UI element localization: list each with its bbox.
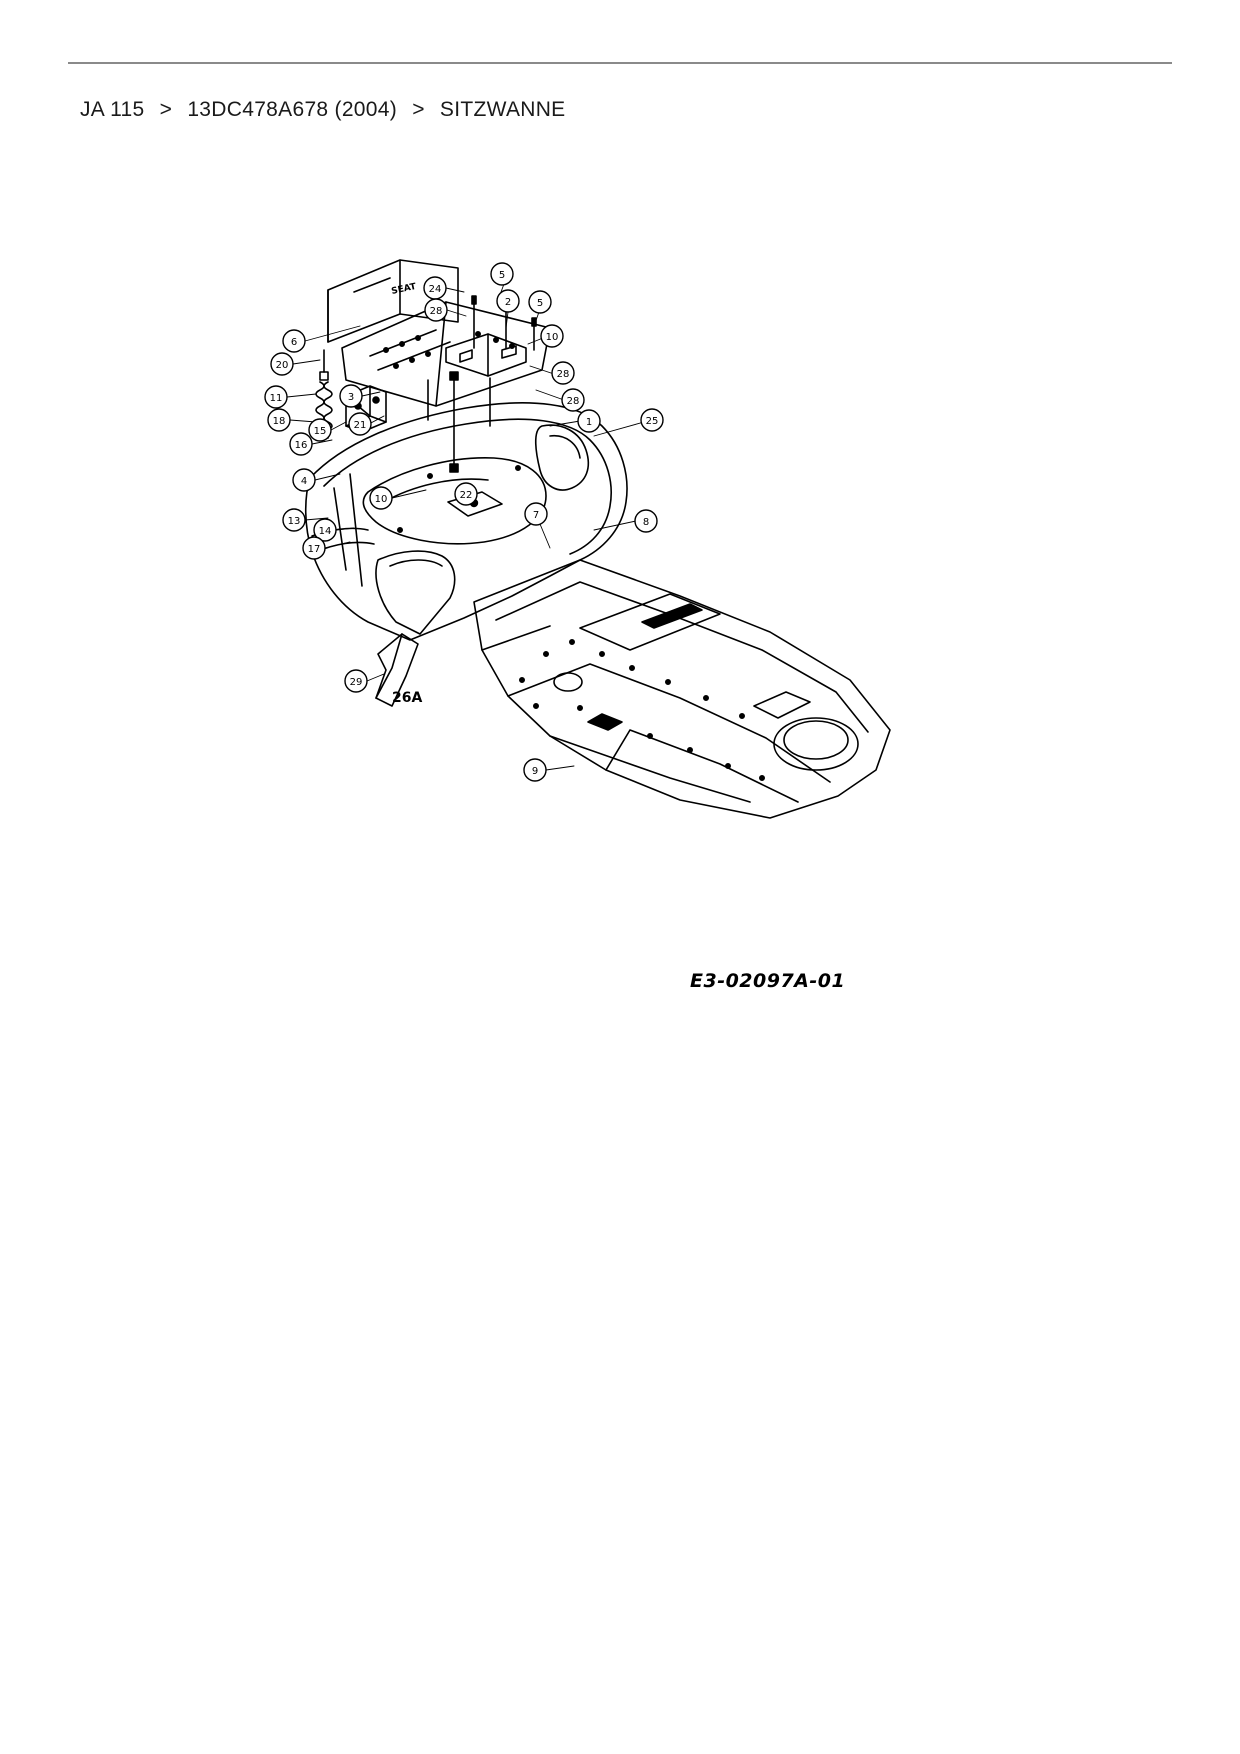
callout-bubble[interactable] (283, 330, 305, 352)
callout-group (265, 263, 663, 781)
callout-bubble[interactable] (283, 509, 305, 531)
seat-label: SEAT (390, 281, 418, 297)
callout-label: 25 (645, 416, 659, 427)
callout-label: 29 (349, 677, 363, 688)
diagram-svg (250, 230, 970, 850)
callout-label: 13 (287, 516, 301, 527)
callout-label: 21 (353, 420, 367, 431)
callout-label: 28 (429, 306, 443, 317)
callout-bubble[interactable] (455, 483, 477, 505)
callout-label: 8 (642, 517, 650, 528)
seat-hinge-bracket (446, 334, 526, 376)
header-divider (68, 62, 1172, 64)
callout-bubble[interactable] (541, 325, 563, 347)
callout-label: 24 (428, 284, 442, 295)
callout-bubble[interactable] (524, 759, 546, 781)
callout-bubble[interactable] (562, 389, 584, 411)
callout-label: 1 (585, 417, 593, 428)
callout-bubble[interactable] (309, 419, 331, 441)
callout-bubble[interactable] (578, 410, 600, 432)
callout-label: 22 (459, 490, 473, 501)
callout-label: 7 (532, 510, 540, 521)
callout-label: 14 (318, 526, 332, 537)
callout-bubble[interactable] (491, 263, 513, 285)
callout-label: 18 (272, 416, 286, 427)
breadcrumb-item-model[interactable]: JA 115 (80, 98, 145, 121)
callout-bubble[interactable] (641, 409, 663, 431)
callout-label: 11 (269, 393, 283, 404)
callout-bubble[interactable] (340, 385, 362, 407)
callout-bubble[interactable] (293, 469, 315, 491)
callout-bubble[interactable] (265, 386, 287, 408)
part-sublabel-26a: 26A (392, 690, 423, 706)
callout-label: 16 (294, 440, 308, 451)
callout-bubble[interactable] (268, 409, 290, 431)
callout-bubble[interactable] (345, 670, 367, 692)
callout-label: 20 (275, 360, 289, 371)
callout-bubble[interactable] (529, 291, 551, 313)
callout-label: 15 (313, 426, 327, 437)
exploded-parts-diagram (250, 230, 970, 850)
callout-bubble[interactable] (303, 537, 325, 559)
callout-bubble[interactable] (424, 277, 446, 299)
breadcrumb-separator: > (159, 98, 173, 121)
callout-label: 28 (566, 396, 580, 407)
callout-label: 5 (498, 270, 506, 281)
callout-label: 10 (545, 332, 559, 343)
callout-bubble[interactable] (497, 290, 519, 312)
callout-bubble[interactable] (525, 503, 547, 525)
callout-label: 6 (290, 337, 298, 348)
callout-bubble[interactable] (271, 353, 293, 375)
callout-bubble[interactable] (349, 413, 371, 435)
callout-bubble[interactable] (552, 362, 574, 384)
figure-code: E3-02097A-01 (690, 970, 846, 992)
callout-bubble[interactable] (635, 510, 657, 532)
breadcrumb-separator: > (412, 98, 425, 121)
callout-bubble[interactable] (425, 299, 447, 321)
callout-label: 3 (347, 392, 355, 403)
callout-bubble[interactable] (290, 433, 312, 455)
breadcrumb (80, 98, 566, 122)
breadcrumb-item-assembly[interactable]: SITZWANNE (439, 98, 566, 121)
seat-tub-body (306, 403, 627, 640)
leader-lines (287, 281, 644, 770)
callout-label: 4 (300, 476, 308, 487)
callout-label: 2 (504, 297, 512, 308)
callout-label: 10 (374, 494, 388, 505)
callout-label: 28 (556, 369, 570, 380)
callout-label: 5 (536, 298, 544, 309)
callout-bubble[interactable] (370, 487, 392, 509)
callout-label: 9 (531, 766, 539, 777)
callout-label: 17 (307, 544, 321, 555)
breadcrumb-item-part-number[interactable]: 13DC478A678 (2004) (187, 98, 398, 121)
